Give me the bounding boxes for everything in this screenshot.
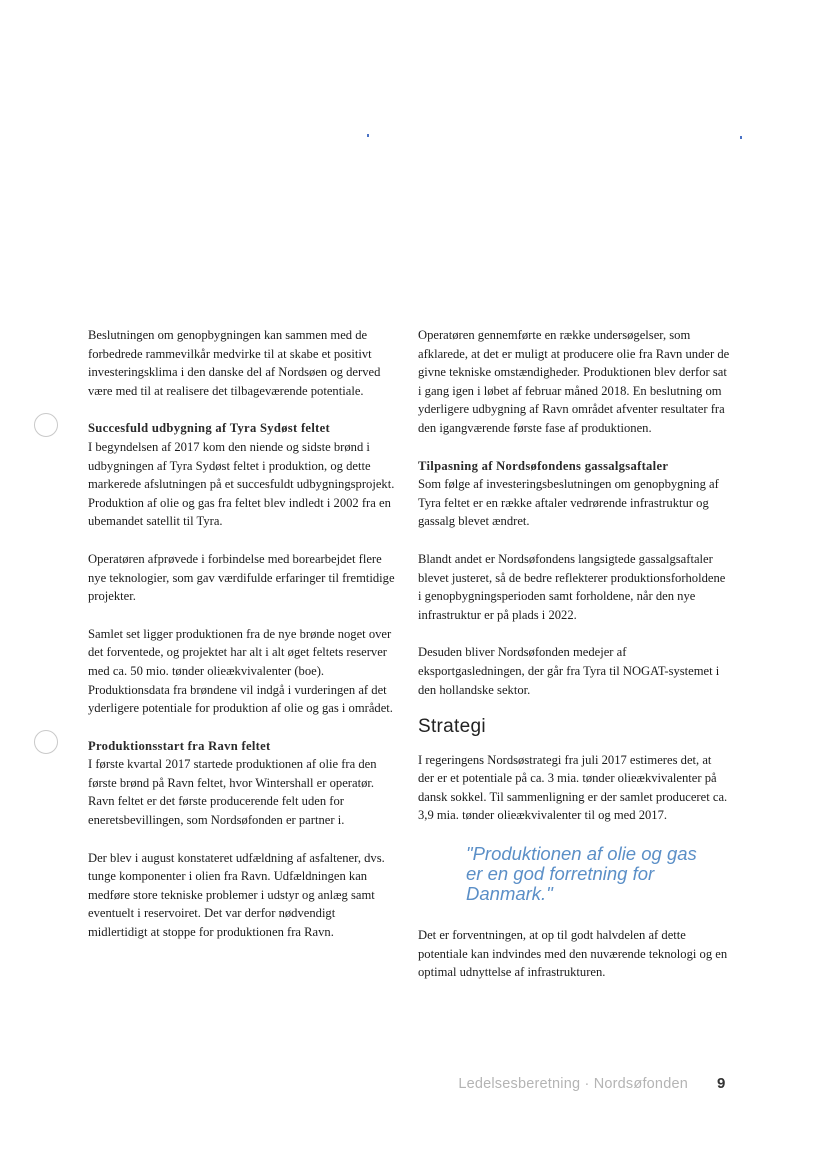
footer-section-label: Ledelsesberetning · Nordsøfonden xyxy=(458,1076,688,1092)
subheading-gassalgsaftaler: Tilpasning af Nordsøfondens gassalgsaftaler xyxy=(418,458,669,473)
paragraph: Det er forventningen, at op til godt halvdelen af dette potentiale kan indvindes med den nuværende teknologi og en optimal udnyttelse af infrastrukturen. xyxy=(418,928,728,980)
paragraph: I regeringens Nordsøstrategi fra juli 2017 estimeres det, at der er et potentiale på ca. 3 mia. tønder olieækvivalenter på dansk sokkel. Til sammenligning er der samlet produceret ca. 3,9 mia. tønder olieækvivalenter til og med 2017. xyxy=(418,752,728,823)
paragraph: Som følge af investeringsbeslutningen om genopbygning af Tyra feltet er en række aftaler vedrørende infrastruktur og gassalg blevet ændret. xyxy=(418,477,719,529)
page-number: 9 xyxy=(717,1075,726,1092)
paragraph: I første kvartal 2017 startede produktionen af olie fra den første brønd på Ravn feltet, hvor Wintershall er operatør. Ravn feltet er det første producerende felt uden for eneretsbevillingen, som Nordsøfonden er partner i. xyxy=(88,757,377,828)
paragraph: Desuden bliver Nordsøfonden medejer af eksportgasledningen, der går fra Tyra til NOGAT-systemet i den hollandske sektor. xyxy=(418,645,720,697)
left-column xyxy=(88,326,396,961)
paragraph: Samlet set ligger produktionen fra de nye brønde noget over det forventede, og projektet har alt i alt øget feltets reserver med ca. 50 mio. tønder olieækvivalenter (boe). Produktionsdata fra brøndene vil indgå i vurderingen af det yderligere potentiale for produktion af olie og gas i området. xyxy=(88,626,393,716)
paragraph: Blandt andet er Nordsøfondens langsigtede gassalgsaftaler blevet justeret, så de bedre reflekterer produktionsforholdene i genopbygningsperioden samt forholdene, når den nye infrastruktur er på plads i 2022. xyxy=(418,551,726,622)
paragraph: Beslutningen om genopbygningen kan sammen med de forbedrede rammevilkår medvirke til at skabe et positivt investeringsklima i den danske del af Nordsøen og derved være med til at realisere det tilbageværende potentiale. xyxy=(88,328,381,398)
pull-quote: "Produktionen af olie og gas er en god forretning for Danmark." xyxy=(466,843,697,905)
binder-hole xyxy=(34,413,58,437)
paragraph: Der blev i august konstateret udfældning af asfaltener, dvs. tunge komponenter i olien fra Ravn. Udfældningen kan medføre store tekniske problemer i udstyr og anlæg samt eventuelt i reservoiret. Det var derfor nødvendigt midlertidigt at stoppe for produktionen fra Ravn. xyxy=(88,850,385,940)
binder-hole xyxy=(34,730,58,754)
right-column xyxy=(418,326,730,1001)
subheading-tyra-sydost: Succesfuld udbygning af Tyra Sydøst feltet xyxy=(88,421,330,436)
subheading-ravn: Produktionsstart fra Ravn feltet xyxy=(88,738,271,753)
print-mark xyxy=(740,136,742,139)
paragraph: Operatøren gennemførte en række undersøgelser, som afklarede, at det er muligt at producere olie fra Ravn under de givne tekniske omstændigheder. Produktionen blev derfor sat i gang igen i løbet af februar måned 2018. En beslutning om yderligere udbygning af Ravn området afventer resultater fra den igangværende første fase af produktionen. xyxy=(418,328,730,435)
paragraph: Operatøren afprøvede i forbindelse med borearbejdet flere nye teknologier, som gav værdifulde erfaringer til fremtidige projekter. xyxy=(88,551,395,604)
paragraph: I begyndelsen af 2017 kom den niende og sidste brønd i udbygningen af Tyra Sydøst feltet i produktion, og dette markerede afslutningen på et succesfuldt udbygningsprojekt. Produktion af olie og gas fra feltet blev indledt i 2002 fra en ubemandet satellit til Tyra. xyxy=(88,439,395,529)
section-title-strategi: Strategi xyxy=(418,716,486,738)
print-mark xyxy=(367,134,369,137)
